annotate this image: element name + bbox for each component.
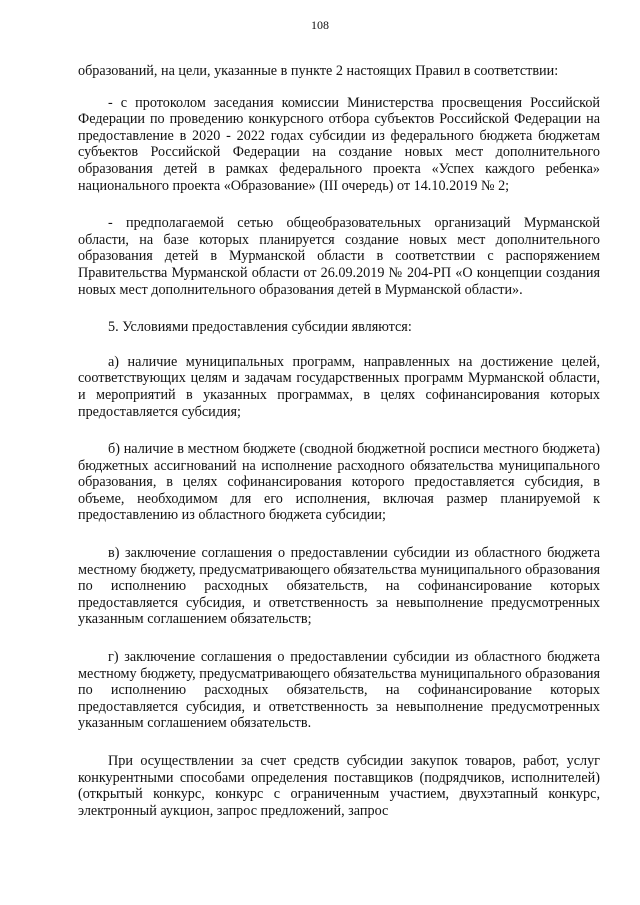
paragraph-network-basis: - предполагаемой сетью общеобразовательных организаций Мурманской области, на базе которых планируется создание новых мест дополнительного образования детей в Мурманской области в соответствии с распоряжением Правительства Мурманской области от 26.09.2019 № 204-РП «О концепции создания новых мест дополнительного образования детей в Мурманской области». bbox=[78, 215, 600, 298]
page-number: 108 bbox=[311, 18, 329, 32]
paragraph-section-5-heading: 5. Условиями предоставления субсидии являются: bbox=[108, 319, 412, 336]
paragraph-condition-a: а) наличие муниципальных программ, направленных на достижение целей, соответствующих целям и задачам государственных программ Мурманской области, и мероприятий в указанных программах, в целях софинансирования которых предоставляется субсидия; bbox=[78, 353, 600, 420]
paragraph-continuation: образований, на цели, указанные в пункте 2 настоящих Правил в соответствии: bbox=[78, 63, 559, 79]
document-body bbox=[78, 63, 600, 819]
paragraph-condition-g: г) заключение соглашения о предоставлении субсидии из областного бюджета местному бюджету, предусматривающего обязательства муниципального образования по исполнению расходных обязательств, на софинансирование которых предоставляется субсидия, и ответственность за невыполнение предусмотренных указанным соглашением обязательств. bbox=[78, 649, 600, 732]
paragraph-procurement: При осуществлении за счет средств субсидии закупок товаров, работ, услуг конкурентными способами определения поставщиков (подрядчиков, исполнителей) (открытый конкурс, конкурс с ограниченным участием, двухэтапный конкурс, электронный аукцион, запрос предложений, запрос bbox=[78, 753, 600, 819]
paragraph-condition-b: б) наличие в местном бюджете (сводной бюджетной росписи местного бюджета) бюджетных ассигнований на исполнение расходного обязательства муниципального образования, в целях софинансирования которого предоставляется субсидия, в объеме, необходимом для его исполнения, включая размер планируемой к предоставлению из областного бюджета субсидии; bbox=[78, 441, 600, 524]
paragraph-protocol-basis: - с протоколом заседания комиссии Министерства просвещения Российской Федерации по проведению конкурсного отбора субъектов Российской Федерации на предоставление в 2020 - 2022 годах субсидии из федерального бюджета бюджетам субъектов Российской Федерации на создание новых мест дополнительного образования детей в рамках федерального проекта «Успех каждого ребенка» национального проекта «Образование» (III очередь) от 14.10.2019 № 2; bbox=[78, 94, 600, 194]
paragraph-condition-v: в) заключение соглашения о предоставлении субсидии из областного бюджета местному бюджету, предусматривающего обязательства муниципального образования по исполнению расходных обязательств, на софинансирование которых предоставляется субсидия, и ответственность за невыполнение предусмотренных указанным соглашением обязательств; bbox=[78, 545, 600, 628]
